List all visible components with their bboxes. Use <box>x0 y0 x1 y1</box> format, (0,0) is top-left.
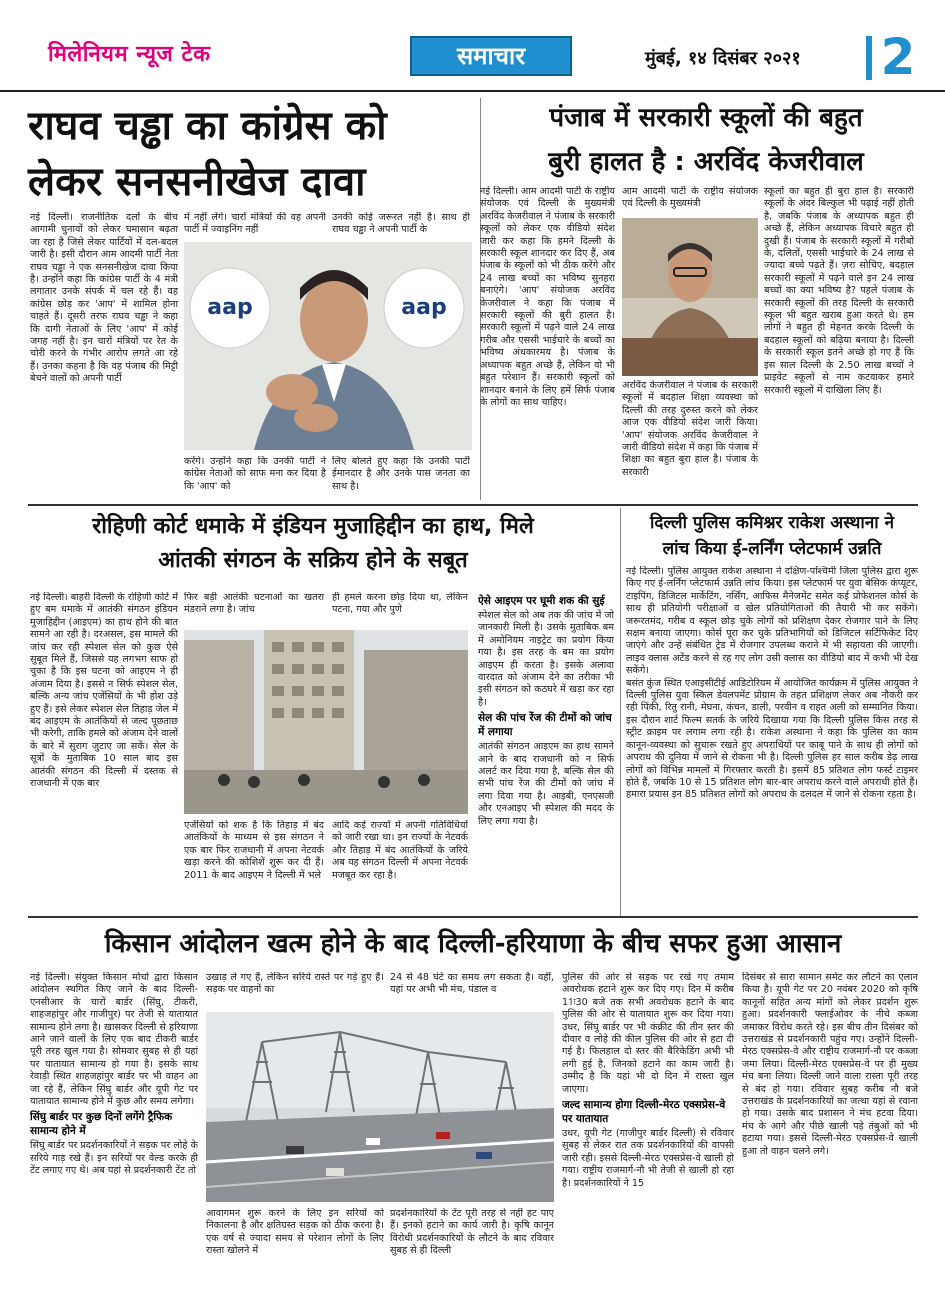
story1-headline: राघव चड्ढा का कांग्रेस को लेकर सनसनीखेज दावा <box>28 103 387 205</box>
story1-col2-top: में नहीं लेंगे। चारों मंत्रियों की वह अपनी पार्टी में ज्वाइनिंग नहीं <box>184 212 326 236</box>
story5-col2-bottom: आवागमन शुरू करने के लिए इन सरियों को निकालना है और क्षतिग्रस्त सड़क को ठीक करना है। एक वर्ष से ज्यादा समय से परेशान लोगों के लिए रास्ता खोलने में <box>206 1208 384 1257</box>
divider-vertical <box>620 508 621 916</box>
story4-body <box>626 566 918 912</box>
story5-col5: दिसंबर से सारा सामान समेट कर लौटने का एलान किया है। यूपी गेट पर 20 नवंबर 2020 को कृषि कानूनों सहित अन्य मांगों को लेकर प्रदर्शन शुरू हुआ। प्रदर्शनकारी फ्लाईओवर के नीचे कब्जा जमाकर विरोध करते रहे। इस बीच तीन दिसंबर को उत्तराखंड से प्रदर्शनकारी पहुंच गए। उन्होंने दिल्ली-मेरठ एक्सप्रेस-वे और राष्ट्रीय राजमार्ग-नौ पर कब्जा जमा लिया। दिल्ली-मेरठ एक्सप्रेस-वे पर ही मुख्य मंच बना लिया। दिल्ली जाने वाला रास्ता पूरी तरह से बंद हो गया। रविवार सुबह करीब नौ बजे उत्तराखंड के प्रदर्शनकारियों का जत्था यहां से रवाना हो गया। उसके बाद प्रशासन ने मंच हटवा दिया। मंच के आगे और पीछे खाली पड़े तंबुओं को भी हटाया गया। इससे दिल्ली-मेरठ एक्सप्रेस-वे खाली हुआ तो वाहन चलने लगे। <box>742 972 918 1157</box>
story4-headline: दिल्ली पुलिस कमिश्नर राकेश अस्थाना ने लांच किया ई-लर्निंग प्लेटफार्म उन्नति <box>649 513 895 559</box>
aap-logo-right: aap <box>401 295 447 320</box>
story5-col4 <box>562 972 734 1262</box>
story5-col3-top: 24 से 48 घंटे का समय लग सकता है। वहीं, यहां पर अभी भी मंच, पंडाल व <box>390 972 554 996</box>
story2-headline: पंजाब में सरकारी स्कूलों की बहुत बुरी हालत है : अरविंद केजरीवाल <box>548 103 864 177</box>
story5-col1 <box>30 972 198 1262</box>
story3-subhead-2: सेल की पांच रेंज की टीमों को जांच में लगाया <box>478 712 612 739</box>
story3-col3-bottom: आदि कई राज्यों में अपनी गतिविधियों को जारी रखा था। इन राज्यों के नेटवर्क और तिहाड़ में बंद आतंकियों के जरिये अब यह संगठन दिल्ली में अपना नेटवर्क मजबूत कर रहा है। <box>332 820 468 881</box>
story3-col4-a: स्पेशल सेल को अब तक की जांच में जो जानकारी मिली है। उसके मुताबिक बम में अमोनियम नाइट्रेट का प्रयोग किया गया है। इस तरह के बम का प्रयोग आइएम ही करता है। इसके अलावा वारदात को अंजाम देने का तरीका भी इसी संगठन को कठघरे में खड़ा कर रहा है। <box>478 610 614 708</box>
story5-col3-bottom: प्रदर्शनकारियों के टेंट पूरी तरह से नहीं हट पाए हैं। इनको हटाने का कार्य जारी है। कृषि कानून विरोधी प्रदर्शनकारियों के लौटने के बाद रविवार सुबह से ही दिल्ली <box>390 1208 554 1257</box>
story5-headline: किसान आंदोलन खत्म होने के बाद दिल्ली-हरियाणा के बीच सफर हुआ आसान <box>104 929 842 959</box>
story2-col2-top: आम आदमी पार्टी के राष्ट्रीय संयोजक एवं दिल्ली के मुख्यमंत्री <box>622 186 758 210</box>
story2-col3: स्कूलों का बहुत ही बुरा हाल है। सरकारी स्कूलों के अंदर बिल्कुल भी पढ़ाई नहीं होती है, जबकि पंजाब के अध्यापक बहुत ही अच्छे हैं, लेकिन अध्यापक विचारे बहुत ही दुखी हैं। पंजाब के सरकारी स्कूलों में गरीबों के, दलितों, एससी भाईचारे के 24 लाख से ज्यादा बच्चे पढ़ते हैं। ज़रा सोचिए, बदहाल सरकारी स्कूलों में पढ़ने वाले इन 24 लाख बच्चों का क्या भविष्य है? पहले पंजाब के सरकारी स्कूलों की तरह दिल्ली के सरकारी स्कूल भी बहुत खराब हुआ करते थे। हम लोगों ने बहुत ही मेहनत करके दिल्ली के बदहाल स्कूलों को बढ़िया बनाया है। दिल्ली के सरकारी स्कूल इतने अच्छे हो गए हैं कि इस साल दिल्ली के 2.50 लाख बच्चों ने प्राइवेट स्कूलों से नाम कटवाकर हमारे सरकारी स्कूलों में दाखिला लिए हैं। <box>764 186 914 396</box>
story3-headline: रोहिणी कोर्ट धमाके में इंडियन मुजाहिद्दीन का हाथ, मिले आंतकी संगठन के सक्रिय होने के सबूत <box>92 514 534 573</box>
story5-col4-b: उधर, यूपी गेट (गाजीपुर बार्डर दिल्ली) से रविवार सुबह से लेकर रात तक प्रदर्शनकारियों की वापसी जारी रही। इससे दिल्ली-मेरठ एक्सप्रेस-वे खाली हो गया। राष्ट्रीय राजमार्ग-नौ भी तेजी से खाली हो रहा है। प्रदर्शनकारियों ने 15 <box>562 1128 734 1189</box>
highway-photo <box>206 1012 554 1202</box>
dateline: मुंबई, १४ दिसंबर २०२१ <box>645 48 801 69</box>
page-bar-divider <box>866 36 872 80</box>
story2-col2-bottom: अरविंद केजरीवाल ने पंजाब के सरकारी स्कूलों में बदहाल शिक्षा व्यवस्था को दिल्ली की तरह दुरुस्त करने को लेकर आज एक वीडियो संदेश जारी किया। 'आप' संयोजक अरविंद केजरीवाल ने जारी वीडियो संदेश में कहा कि पंजाब में शिक्षा का बहुत बुरा हाल है। पंजाब के सरकारी <box>622 380 758 478</box>
story5-subhead-2: जल्द सामान्य होगा दिल्ली-मेरठ एक्सप्रेस-वे पर यातायात <box>562 1099 726 1126</box>
section-divider <box>28 916 918 918</box>
story1-col3-top: उनकी कोई जरूरत नहीं है। साथ ही राघव चड्ढा ने अपनी पार्टी के <box>332 212 470 236</box>
story3-col4 <box>478 592 614 912</box>
story3-col4-b: आतंकी संगठन आइएम का हाथ सामने आने के बाद राजधानी को न सिर्फ अलर्ट कर दिया गया है, बल्कि सेल की सभी पांच रेंज की टीमों को जांच में लगा दिया गया है। आइबी, एनएसजी और एनआइए भी स्पेशल की मदद के लिए लगा गया है। <box>478 741 614 827</box>
newspaper-brand: मिलेनियम न्यूज टेक <box>48 42 211 67</box>
story5-subhead-1: सिंघु बार्डर पर कुछ दिनों लगेंगे ट्रैफिक सामान्य होने में <box>30 1111 173 1138</box>
story1-col1: नई दिल्ली। राजनीतिक दलों के बीच आगामी चुनावों को लेकर घमासान बढ़ता जा रहा है जिसे लेकर पार्टियों में दल-बदल जारी है। इसी दौरान आम आदमी पार्टी नेता राघव चड्ढा ने एक सनसनीखेज दावा किया है। उन्होंने कहा कि कांग्रेस पार्टी के 4 मंत्री लगातार उनके संपर्क में चल रहे हैं। वह कांग्रेस छोड़ कर 'आप' में शामिल होना चाहते हैं। दूसरी तरफ राघव चड्ढा ने कहा कि दागी नेताओं के लिए 'आप' में कोई जगह नहीं है। इन चारों मंत्रियों पर रेत के चोरी करने के गंभीर आरोप लगते आ रहे हैं। उनका कहना है कि वह पंजाब की मिट्टी बेचने वालों को अपनी पार्टी <box>30 212 178 385</box>
story3-col2-bottom: एजेंसियों को शक है कि तिहाड़ में बंद आतंकियों के माध्यम से इस संगठन ने एक बार फिर राजधानी में अपना नेटवर्क खड़ा करने की कोशिशें शुरू कर दी हैं। 2011 के बाद आइएम ने दिल्ली में भले <box>184 820 324 881</box>
story4-paragraph-2: बसंत कुंज स्थित एआइसीटीई आडिटोरियम में आयोजित कार्यक्रम में पुलिस आयुक्त ने दिल्ली पुलिस युवा स्किल डेवलपमेंट प्रोग्राम के तहत प्रशिक्षण लेकर अब नौकरी कर रही पिंकी, रितु रानी, मेघना, कंचन, डाली, परवीन व राहत अली को सम्मानित किया। इस दौरान शार्ट फिल्म सतर्क के जरिये दिखाया गया कि दिल्ली पुलिस किस तरह से स्ट्रीट क्राइम पर लगाम लगा रही है। राकेश अस्थाना ने कहा कि पुलिस का काम कानून-व्यवस्था को सुचारू रखते हुए अपराधियों पर काबू पाने के साथ ही लोगों को अपराध की दुनिया में जाने से रोकना भी है। दिल्ली पुलिस हर साल करीब डेढ़ लाख लोगों को विभिन्न मामलों में गिरफ्तार करती है। इसमें 85 प्रतिशत लोग फर्स्ट टाइमर होते हैं, जबकि 10 से 15 प्रतिशत लोग बार-बार अपराध करने वाले अपराधी होते हैं। हमारा प्रयास इन 85 प्रतिशत लोगों को अपराध के दलदल में जाने से रोकना रहता है। <box>626 677 918 801</box>
kejriwal-photo <box>622 218 758 376</box>
story3-col2-top: फिर बड़ी आतंकी घटनाओं का खतरा मंडराने लगा है। जांच <box>184 592 324 616</box>
story5-col4-a: पुलिस की ओर से सड़क पर रखे गए तमाम अवरोधक हटाने शुरू कर दिए गए। दिन में करीब 11ः30 बजे तक सभी अवरोधक हटाने के बाद पुलिस की ओर से यातायात शुरू कर दिया गया। उधर, सिंघु बार्डर पर भी कंक्रीट की तीन स्तर की दीवार व लोहे की कील पुलिस की ओर से हटा दी गई है। फिलहाल दो स्तर की बैरिकेडिंग अभी भी लगी हुई है, जिनको हटाने का काम जारी है। उम्मीद है कि यहां भी दो दिन में रास्ता खुल जाएगा। <box>562 972 734 1095</box>
story1-col2-bottom: करेंगे। उन्होंने कहा कि उनकी पार्टी ने कांग्रेस नेताओं को साफ मना कर दिया है कि 'आप' को <box>184 456 326 492</box>
story1-col3-bottom: लिए बोलते हुए कहा कि उनकी पार्टी ईमानदार है और उनके पास जनता का साथ है। <box>332 456 470 492</box>
page-number: 2 <box>880 28 916 86</box>
story3-subhead-1: ऐसे आइएम पर घूमी शक की सुई <box>478 595 605 607</box>
rohini-court-photo <box>184 630 468 814</box>
story2-col1: नई दिल्ली। आम आदमी पार्टी के राष्ट्रीय संयोजक एवं दिल्ली के मुख्यमंत्री अरविंद केजरीवाल ने पंजाब के सरकारी स्कूलों को लेकर एक वीडियो संदेश जारी कर कहा कि हमने दिल्ली के सरकारी स्कूल शानदार कर दिए हैं, अब पंजाब के स्कूलों को भी ठीक करेंगे और 24 लाख बच्चों का भविष्य सुनहरा बनाएंगे। 'आप' संयोजक अरविंद केजरीवाल ने कहा कि पंजाब में सरकारी स्कूलों की बुरी हालत है। सरकारी स्कूलों में पढ़ने वाले 24 लाख गरीब और एससी भाईचारे के बच्चों का भविष्य अंधकारमय है। पंजाब के अध्यापक बहुत अच्छे हैं, लेकिन वो भी बहुत परेशान हैं। सरकारी स्कूलों को शानदार बनाने के लिए हमें सिर्फ पंजाब के लोगों का साथ चाहिए। <box>480 186 615 408</box>
story5-col2-top: उखाड़ ले गए हैं, लेकिन सरिये रास्ते पर गड़े हुए हैं। सड़क पर वाहनों का <box>206 972 384 996</box>
story5-col1-a: नई दिल्ली। संयुक्त किसान मोर्चा द्वारा किसान आंदोलन स्थगित किए जाने के बाद दिल्ली-एनसीआर के चारों बार्डर (सिंघु, टीकरी, शाहजहांपुर और गाजीपुर) पर तेजी से यातायात सामान्य होने लगा है। खासकर दिल्ली से हरियाणा आने जाने वालों के लिए एक बाद टीकरी बार्डर पूरी तरह खुल गया है। सोमवार सुबह से ही यहां पर यातायात सामान्य हो गया है। इसके साथ रेवाड़ी स्थित शाहजहांपुर बार्डर पर भी वाहन आ जा रहे हैं, लेकिन सिंघु बार्डर और यूपी गेट पर यातायात सामान्य होने में कुछ और समय लगेगा। <box>30 972 198 1108</box>
section-divider <box>28 504 918 506</box>
aap-logo-left: aap <box>207 295 253 320</box>
story4-paragraph-1: नई दिल्ली। पुलिस आयुक्त राकेश अस्थाना ने दक्षिण-पश्चिमी जिला पुलिस द्वारा शुरू किए गए ई-लर्निंग प्लेटफार्म उन्नति लांच किया। इस प्लेटफार्म पर युवा बेसिक कंप्यूटर, टाइपिंग, डिजिटल मार्केटिंग, नर्सिंग, आफिस मैनेजमेंट समेत कई प्रोफेशनल कोर्स के साथ ही प्रतियोगी परीक्षाओं व खेल प्रतियोगिताओं की तैयारी भी कर सकेंगे। जरूरतमंद, गरीब व स्कूल छोड़ चुके लोगों को प्रशिक्षण देकर रोजगार पाने के लिए सक्षम बनाया जाएगा। कोर्स पूरा कर चुके प्रतिभागियों को डिजिटल सर्टिफिकेट दिए जाएंगे और उन्हें संबंधित ट्रेड में रोजगार उपलब्ध कराने में भी सहायता की जाएगी। लाइव क्लास अटेंड करने से रह गए लोग उसी क्लास का वीडियो बाद में कभी भी देख सकेंगे। <box>626 566 918 677</box>
story3-col3-top: ही हमले करना छोड़ दिया था, लेकिन पटना, गया और पुणे <box>332 592 468 616</box>
story3-col1: नई दिल्ली। बाहरी दिल्ली के रोहिणी कोर्ट में हुए बम धमाके में आतंकी संगठन इंडियन मुजाहिद्दीन (आइएम) का हाथ होने की बात सामने आ रही है। दरअसल, इस मामले की जांच कर रही स्पेशल सेल को कुछ ऐसे सुबूत मिले हैं, जिससे यह लगभग साफ हो चुका है कि इस घटना को आइएम ने ही अंजाम दिया है। इससे न सिर्फ स्पेशल सेल, बल्कि अन्य जांच एजेंसियों के भी होश उड़े हुए हैं। इसे लेकर स्पेशल सेल तिहाड़ जेल में बंद आइएम के आतंकियों से जल्द पूछताछ भी करेगी, ताकि हमले को अंजाम देने वालों के बारे में सुराग जुटाए जा सकें। सेल के सूत्रों के मुताबिक 10 साल बाद इस आतंकी संगठन की दिल्ली में दस्तक से राजधानी में एक बार <box>30 592 178 790</box>
story5-col1-b: सिंघु बार्डर पर प्रदर्शनकारियों ने सड़क पर लोहे के सरिये गाड़ रखे हैं। इन सरियों पर वेल्ड करके ही टेंट लगाए गए थे। अब यहां से प्रदर्शनकारी टेंट तो <box>30 1140 198 1177</box>
section-label: समाचार <box>410 36 572 76</box>
raghav-chadha-photo <box>184 242 472 450</box>
